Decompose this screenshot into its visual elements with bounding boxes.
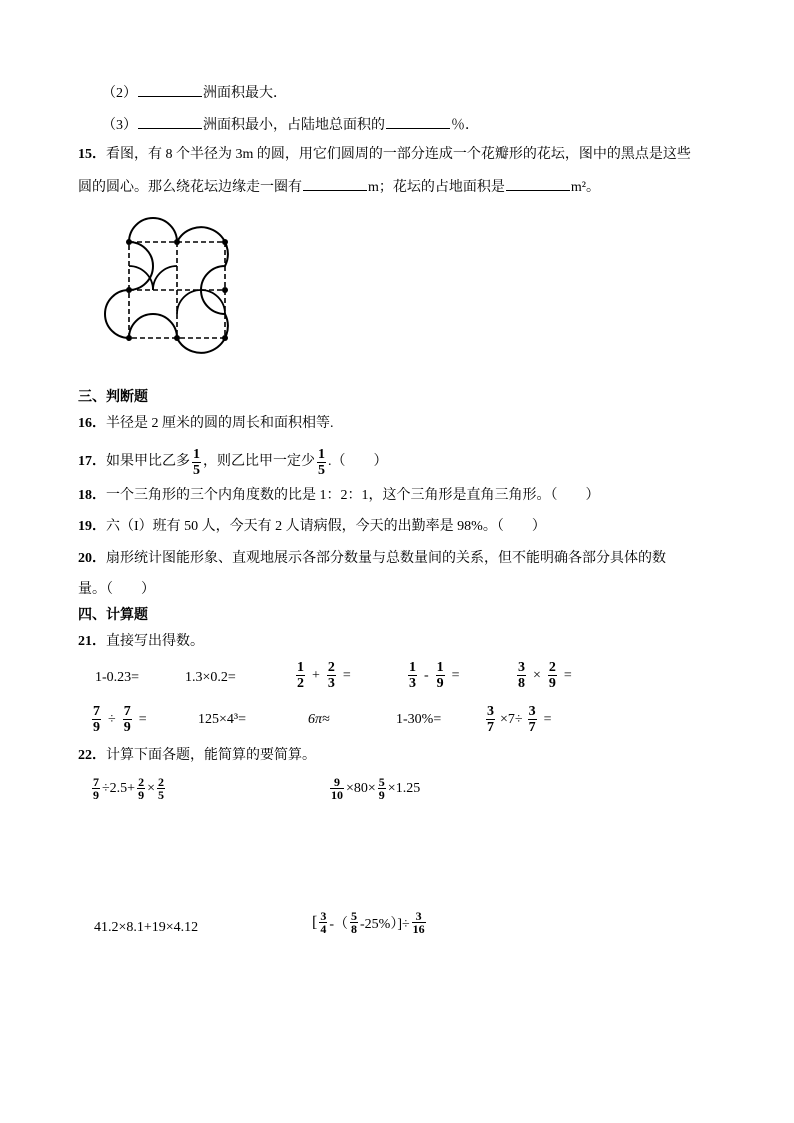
inner-arc — [177, 290, 201, 314]
petal-outline — [105, 218, 228, 353]
numerator: 2 — [158, 775, 164, 789]
numerator: 9 — [334, 775, 340, 789]
center-dot — [222, 239, 228, 245]
denominator: 9 — [436, 676, 444, 691]
q20-line1 — [78, 549, 666, 569]
center-dot — [126, 335, 132, 341]
fraction — [92, 704, 101, 735]
denominator: 5 — [193, 462, 200, 478]
equals: = — [342, 667, 351, 683]
center-dot — [222, 287, 228, 293]
question-number: 20． — [78, 551, 106, 566]
numerator: 5 — [351, 909, 357, 923]
q17 — [78, 444, 388, 480]
center-dot — [174, 335, 180, 341]
q15-line2 — [78, 176, 600, 198]
fraction — [517, 660, 526, 691]
q21-expr-1: 1-0.23= — [95, 670, 140, 685]
operator: -25%）]÷ — [360, 916, 410, 932]
center-dot — [222, 335, 228, 341]
fraction — [528, 704, 537, 735]
question-number: 15． — [78, 147, 106, 162]
q14-sub3 — [102, 114, 479, 136]
numerator: 3 — [320, 909, 327, 923]
center-dot — [174, 239, 180, 245]
equals: = — [543, 711, 552, 727]
denominator: 2 — [297, 676, 304, 691]
numerator: 1 — [297, 660, 304, 675]
fraction — [317, 447, 326, 478]
numerator: 7 — [93, 704, 100, 719]
denominator: 16 — [412, 922, 425, 936]
denominator: 9 — [138, 788, 145, 802]
numerator: 1 — [318, 446, 325, 462]
denominator: 9 — [93, 720, 100, 735]
answer-blank[interactable] — [138, 82, 202, 97]
q21-expr-2: 1.3×0.2= — [185, 670, 236, 685]
q15-text: 看图，有 8 个半径为 3m 的圆，用它们圆周的一部分连成一个花瓣形的花坛，图中的黑点是这些 — [106, 147, 691, 162]
numerator: 3 — [518, 660, 525, 675]
numerator: 2 — [138, 775, 145, 789]
numerator: 1 — [436, 660, 444, 675]
denominator: 10 — [331, 788, 343, 802]
denominator: 9 — [378, 788, 385, 802]
fraction — [350, 910, 358, 935]
denominator: 5 — [318, 462, 325, 478]
fraction — [123, 704, 132, 735]
flower-bed-figure — [100, 212, 260, 372]
operator: ÷2.5+ — [102, 780, 136, 796]
q22-text: 计算下面各题，能简算的要简算。 — [106, 748, 316, 763]
numerator: 2 — [327, 660, 335, 675]
q22-problem-2 — [328, 776, 420, 801]
q22-problem-4 — [312, 910, 428, 935]
equals: = — [138, 711, 147, 727]
denominator: 8 — [351, 922, 357, 936]
fraction — [412, 910, 426, 935]
numerator: 2 — [548, 660, 556, 675]
fraction — [92, 776, 100, 801]
fraction — [192, 447, 201, 478]
answer-blank[interactable] — [303, 176, 367, 191]
q15-text: 圆的圆心。那么绕花坛边缘走一圈有 — [78, 180, 302, 195]
q21-expr-3 — [294, 660, 356, 691]
q21-text: 直接写出得数。 — [106, 634, 204, 649]
denominator: 3 — [327, 676, 335, 691]
sub-number: （2） — [102, 86, 137, 101]
q16-text: 半径是 2 厘米的圆的周长和面积相等. — [106, 416, 334, 431]
q21-expr-8: 6π≈ — [308, 712, 330, 727]
q19-text[interactable]: 六（I）班有 50 人，今天有 2 人请病假，今天的出勤率是 98%。（ ） — [106, 519, 546, 534]
fraction — [486, 704, 495, 735]
fraction — [378, 776, 386, 801]
operator: ÷ — [108, 711, 116, 727]
dashed-grid — [129, 242, 225, 338]
q14-sub3-text-end: ％． — [451, 118, 479, 133]
q22-problem-3: 41.2×8.1+19×4.12 — [94, 920, 199, 935]
q15-text: m；花坛的占地面积是 — [368, 180, 505, 195]
operator: ×80× — [346, 780, 376, 796]
q15-line1 — [78, 145, 691, 165]
numerator: 7 — [123, 704, 131, 719]
q19 — [78, 517, 546, 537]
denominator: 9 — [123, 720, 131, 735]
denominator: 8 — [518, 676, 525, 691]
sub-number: （3） — [102, 118, 137, 133]
q21 — [78, 632, 204, 652]
question-number: 16． — [78, 416, 106, 431]
operator: ×1.25 — [387, 780, 421, 796]
operator: - — [424, 667, 429, 683]
operator: × — [147, 780, 155, 796]
q20-text: 扇形统计图能形象、直观地展示各部分数量与总数量间的关系，但不能明确各部分具体的数 — [106, 551, 666, 566]
q21-expr-7: 125×4³= — [198, 712, 246, 727]
question-number: 18． — [78, 488, 106, 503]
denominator: 3 — [409, 676, 416, 691]
denominator: 7 — [487, 720, 494, 735]
answer-blank[interactable] — [506, 176, 570, 191]
question-number: 21． — [78, 634, 106, 649]
fraction — [436, 660, 445, 691]
q15-text: m²。 — [570, 180, 600, 195]
fraction — [296, 660, 305, 691]
operator: × — [533, 667, 541, 683]
inner-arc — [153, 266, 177, 290]
q18 — [78, 486, 600, 506]
question-number: 19． — [78, 519, 106, 534]
numerator: 3 — [487, 704, 494, 719]
q21-expr-5 — [515, 660, 577, 691]
fraction — [548, 660, 557, 691]
fraction — [408, 660, 417, 691]
q22 — [78, 746, 316, 766]
numerator: 7 — [93, 775, 99, 789]
fraction — [327, 660, 336, 691]
bracket: [ — [312, 913, 318, 931]
q17-text[interactable]: .（ ） — [328, 454, 388, 469]
q21-expr-4 — [406, 660, 465, 691]
q20-line2[interactable]: 量。（ ） — [78, 582, 155, 597]
q18-text[interactable]: 一个三角形的三个内角度数的比是 1：2：1，这个三角形是直角三角形。（ ） — [106, 488, 600, 503]
denominator: 4 — [320, 922, 327, 936]
fraction — [137, 776, 145, 801]
answer-blank[interactable] — [386, 114, 450, 129]
q17-text: 如果甲比乙多 — [106, 454, 190, 469]
q21-expr-9: 1-30%= — [396, 712, 442, 727]
fraction — [157, 776, 165, 801]
answer-blank[interactable] — [138, 114, 202, 129]
denominator: 5 — [158, 788, 164, 802]
numerator: 3 — [528, 704, 536, 719]
operator: ×7÷ — [500, 711, 523, 727]
fraction — [319, 910, 327, 935]
denominator: 9 — [548, 676, 556, 691]
equals: = — [563, 667, 572, 683]
operator: + — [312, 667, 320, 683]
numerator: 3 — [415, 909, 422, 923]
numerator: 5 — [378, 775, 385, 789]
equals: = — [451, 667, 460, 683]
question-number: 17． — [78, 454, 106, 469]
section-title: 三、判断题 — [78, 390, 148, 405]
numerator: 1 — [193, 446, 200, 462]
question-number: 22． — [78, 748, 106, 763]
q21-expr-10 — [484, 704, 557, 735]
operator: -（ — [329, 916, 348, 932]
q22-problem-1 — [90, 776, 167, 801]
fraction — [330, 776, 344, 801]
q21-expr-6 — [90, 704, 152, 735]
q14-sub2 — [102, 82, 287, 104]
numerator: 1 — [409, 660, 416, 675]
center-dot — [126, 287, 132, 293]
center-dot — [126, 239, 132, 245]
q14-sub2-text: 洲面积最大． — [203, 86, 287, 101]
denominator: 7 — [528, 720, 536, 735]
denominator: 9 — [93, 788, 99, 802]
section-title: 四、计算题 — [78, 608, 148, 623]
q16 — [78, 414, 334, 434]
q17-text: ，则乙比甲一定少 — [203, 454, 315, 469]
q14-sub3-text: 洲面积最小，占陆地总面积的 — [203, 118, 385, 133]
